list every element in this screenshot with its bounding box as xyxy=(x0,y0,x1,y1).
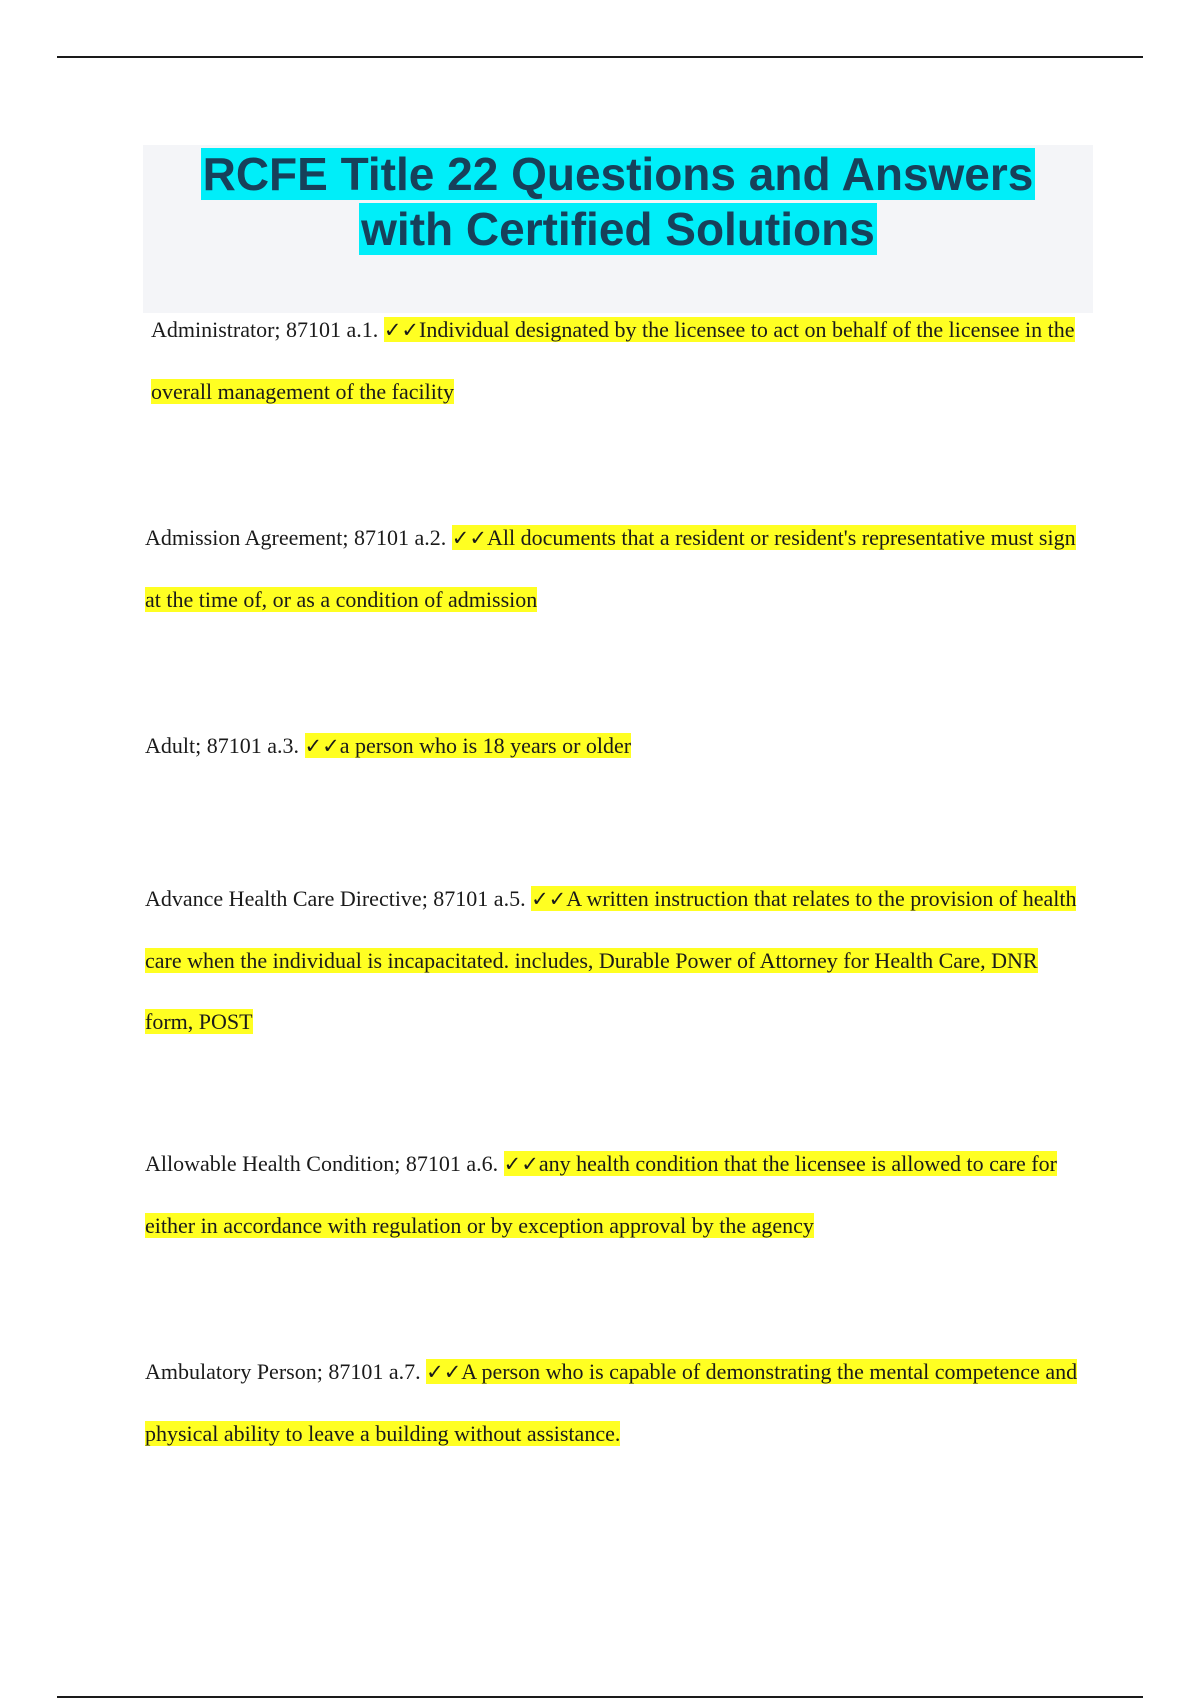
answer-body: All documents that a resident or resident's representative must sign at the time of, or as a condition of admission xyxy=(145,525,1076,612)
qa-entry-allowable-health-condition xyxy=(145,1133,1090,1256)
title-block xyxy=(143,145,1093,313)
term-label: Advance Health Care Directive; 87101 a.5. xyxy=(145,886,526,911)
answer-body: a person who is 18 years or older xyxy=(339,733,632,758)
answer-body: Individual designated by the licensee to act on behalf of the licensee in the overall management of the facility xyxy=(151,317,1075,404)
title-line-2 xyxy=(143,202,1093,257)
answer-body: any health condition that the licensee is allowed to care for either in accordance with regulation or by exception approval by the agency xyxy=(145,1151,1057,1238)
qa-entry-ambulatory-person xyxy=(145,1341,1090,1464)
term-label: Adult; 87101 a.3. xyxy=(145,733,299,758)
qa-entry-admission-agreement xyxy=(145,507,1090,630)
answer-body: A written instruction that relates to the provision of health care when the individual is incapacitated. includes, Durable Power of Attorney for Health Care, DNR form, POST xyxy=(145,886,1077,1034)
title-text-1: RCFE Title 22 Questions and Answers xyxy=(202,148,1034,200)
check-icon: ✓✓ xyxy=(451,526,487,550)
term-label: Ambulatory Person; 87101 a.7. xyxy=(145,1359,421,1384)
check-icon: ✓✓ xyxy=(304,734,340,758)
term-label: Administrator; 87101 a.1. xyxy=(151,317,379,342)
check-icon: ✓✓ xyxy=(503,1152,539,1176)
qa-entry-advance-health-care-directive xyxy=(145,868,1090,1052)
check-icon: ✓✓ xyxy=(531,887,567,911)
title-text-2: with Certified Solutions xyxy=(361,203,875,255)
answer-body: A person who is capable of demonstrating the mental competence and physical ability to leave a building without assistance. xyxy=(145,1359,1078,1446)
term-label: Admission Agreement; 87101 a.2. xyxy=(145,525,447,550)
top-rule xyxy=(57,56,1143,58)
title-line-1 xyxy=(143,147,1093,202)
check-icon: ✓✓ xyxy=(426,1360,462,1384)
qa-entry-adult xyxy=(145,715,1090,777)
check-icon: ✓✓ xyxy=(383,318,420,342)
qa-entry-administrator xyxy=(151,299,1096,422)
bottom-rule xyxy=(57,1696,1143,1698)
term-label: Allowable Health Condition; 87101 a.6. xyxy=(145,1151,499,1176)
answer-text xyxy=(305,733,632,758)
